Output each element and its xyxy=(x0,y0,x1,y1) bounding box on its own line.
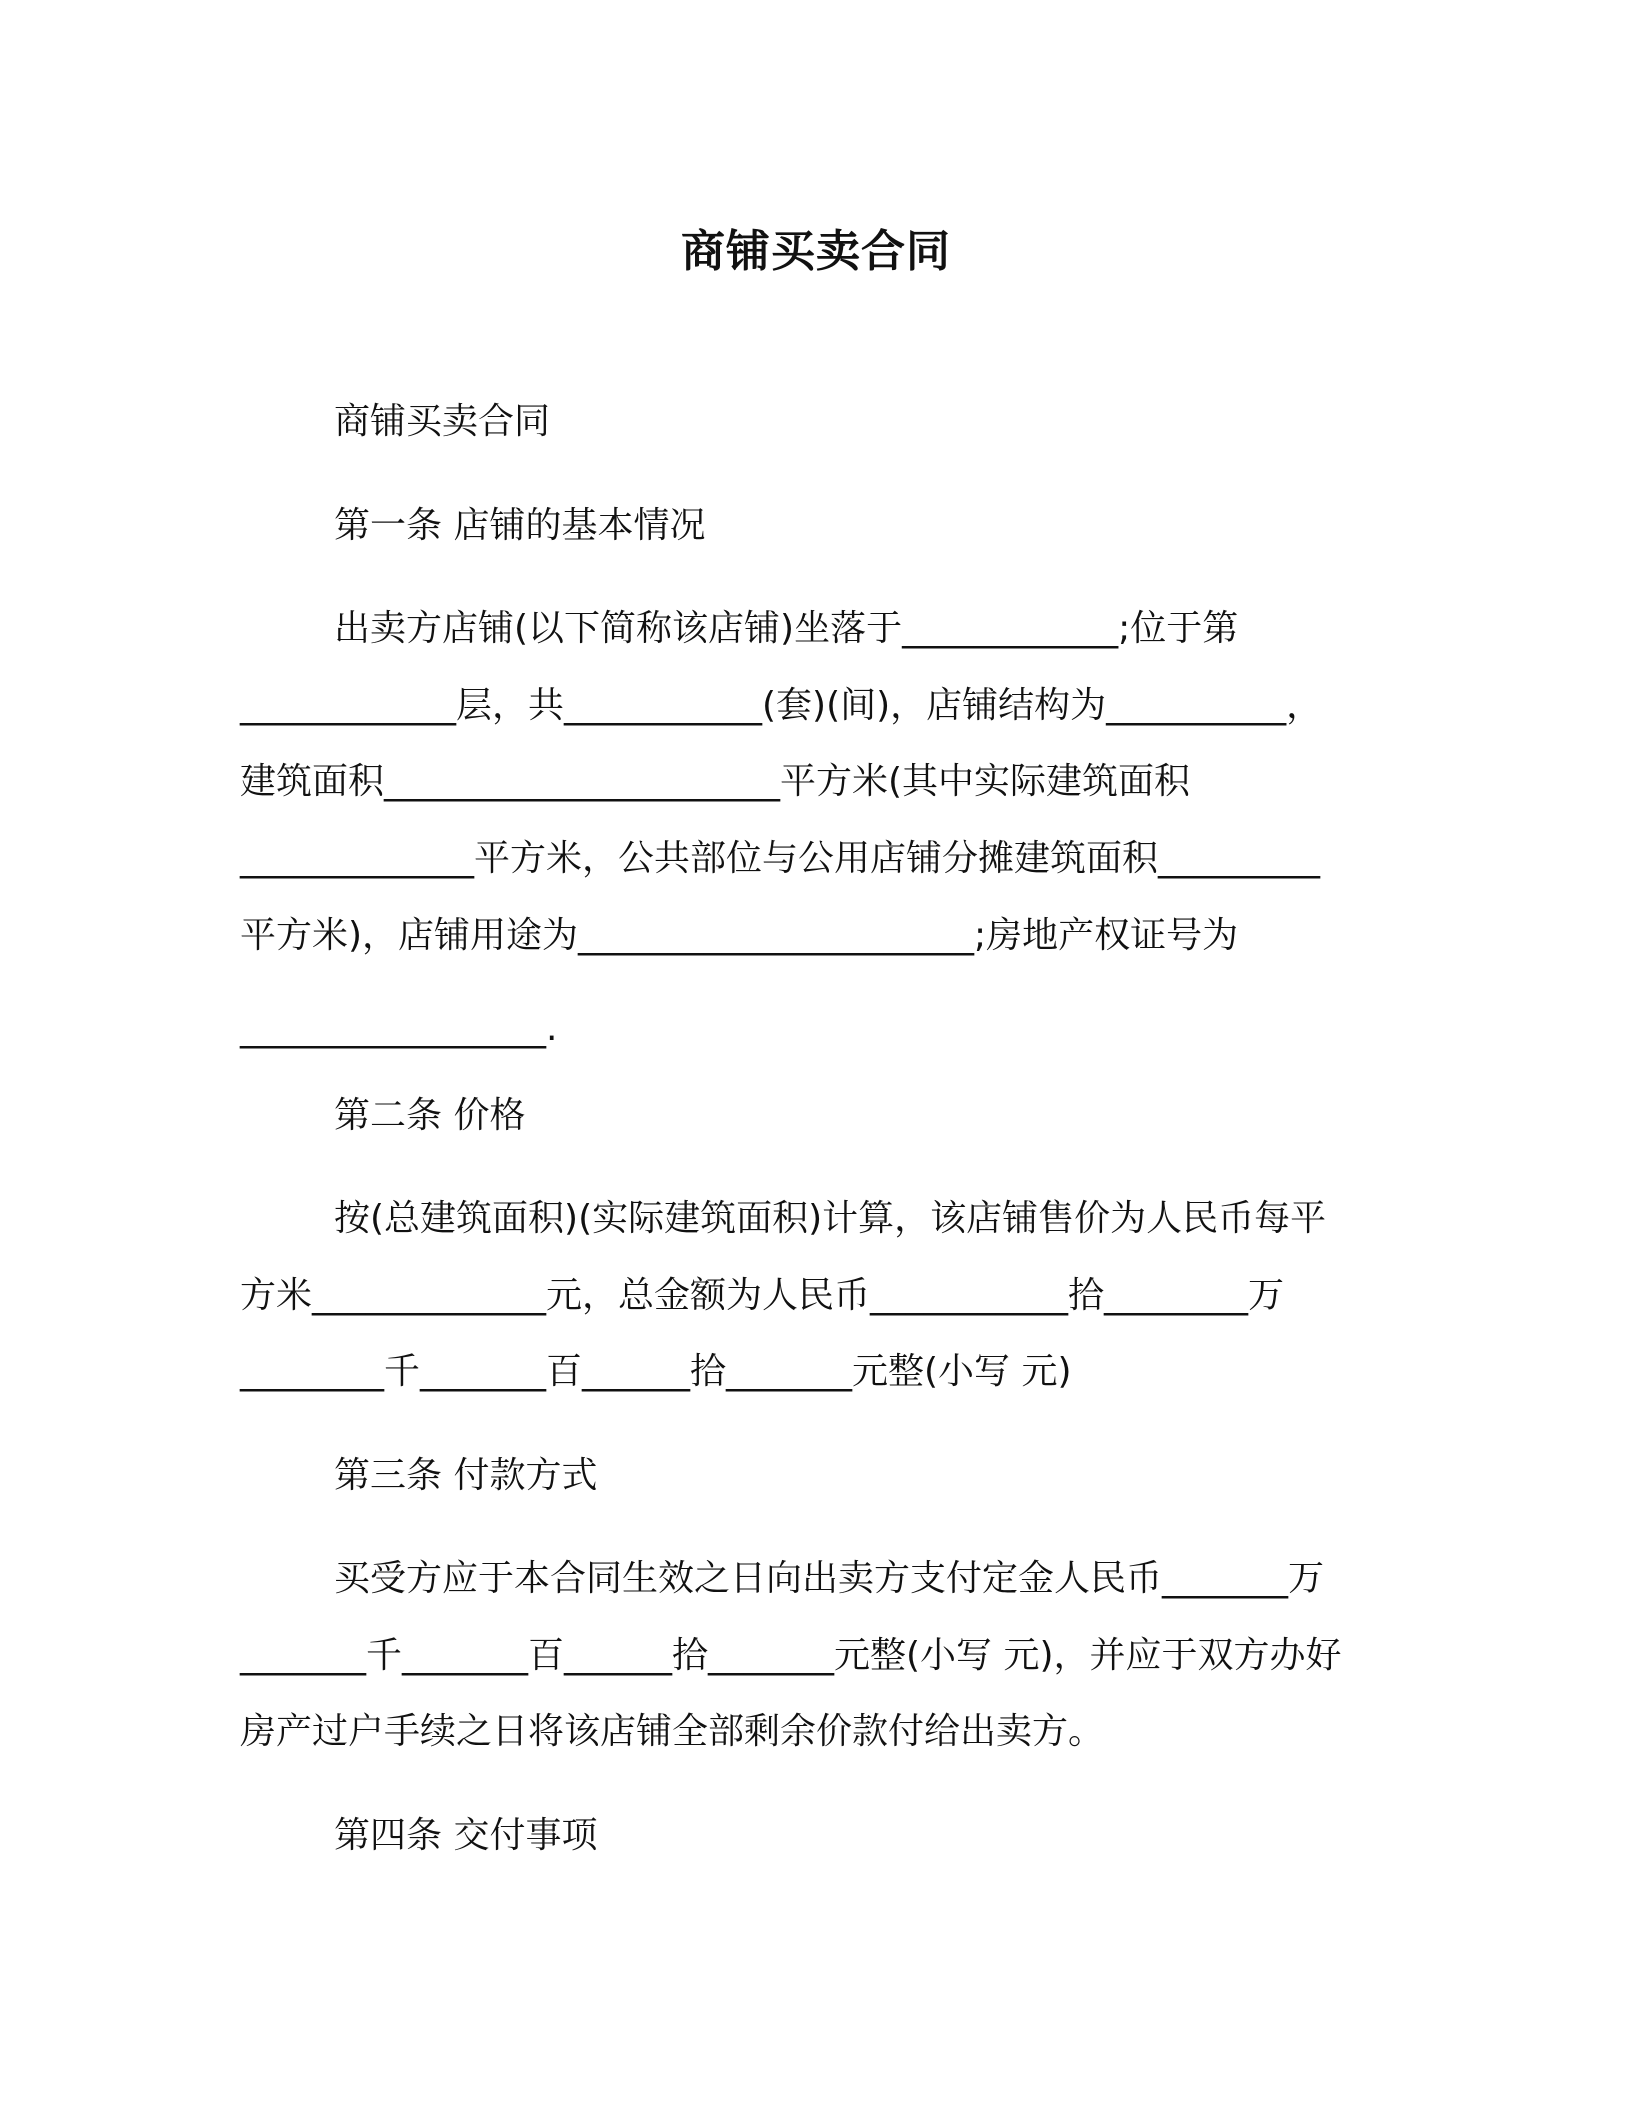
article-1-text-line-1: 出卖方店铺(以下简称该店铺)坐落于____________;位于第 xyxy=(334,608,1239,649)
article-2-heading: 第二条 价格 xyxy=(334,1095,526,1136)
article-4-heading: 第四条 交付事项 xyxy=(334,1815,598,1856)
article-3-text-line-2: _______千_______百______拾_______元整(小写 元)，并应于双方办好 xyxy=(240,1635,1342,1676)
article-2-text-line-1: 按(总建筑面积)(实际建筑面积)计算，该店铺售价为人民币每平 xyxy=(334,1198,1327,1239)
article-2-text-line-2: 方米_____________元，总金额为人民币___________拾________万 xyxy=(240,1275,1285,1316)
article-3-text-line-1: 买受方应于本合同生效之日向出卖方支付定金人民币_______万 xyxy=(334,1558,1325,1599)
article-2-text-line-3: ________千_______百______拾_______元整(小写 元) xyxy=(240,1351,1072,1392)
article-1-text-line-3: 建筑面积______________________平方米(其中实际建筑面积 xyxy=(240,761,1191,802)
document-title: 商铺买卖合同 xyxy=(681,226,951,277)
article-1-text-line-2: ____________层，共___________(套)(间)，店铺结构为__________， xyxy=(240,685,1323,726)
article-3-text-line-3: 房产过户手续之日将该店铺全部剩余价款付给出卖方。 xyxy=(240,1711,1105,1752)
subtitle-line: 商铺买卖合同 xyxy=(334,401,551,442)
article-3-heading: 第三条 付款方式 xyxy=(334,1455,598,1496)
article-1-text-line-4: _____________平方米，公共部位与公用店铺分摊建筑面积_________ xyxy=(240,838,1321,879)
article-1-heading: 第一条 店铺的基本情况 xyxy=(334,505,706,546)
article-1-text-line-5: 平方米)，店铺用途为______________________;房地产权证号为 xyxy=(240,915,1239,956)
article-1-text-line-6: _________________. xyxy=(240,1008,558,1049)
